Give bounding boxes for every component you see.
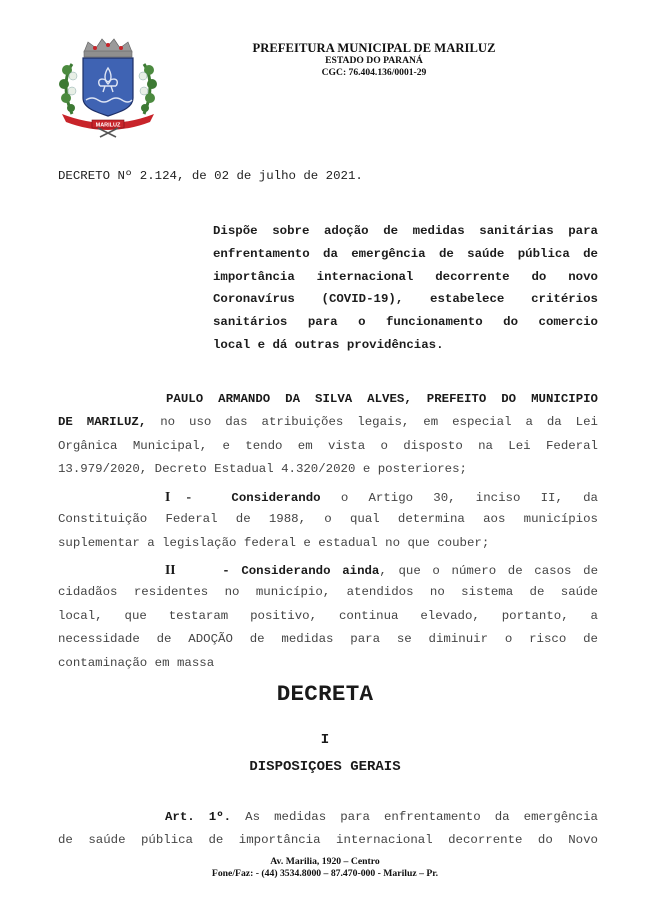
- clause-text: cidadãos residentes no município, atendidos no sistema de saúde: [58, 585, 598, 600]
- footer-address: Av. Marilia, 1920 – Centro: [270, 856, 380, 867]
- state-name: ESTADO DO PARANÁ: [325, 55, 423, 66]
- whereas-clause-1: [58, 485, 598, 555]
- decree-number: DECRETO Nº 2.124, de 02 de julho de 2021.: [58, 169, 363, 183]
- clause-lead: Considerando ainda: [241, 564, 380, 578]
- page-footer: [0, 856, 650, 880]
- preamble-paragraph: [58, 388, 598, 482]
- letterhead: [230, 41, 518, 79]
- decree-summary: [213, 220, 598, 357]
- municipality-name: DE MARILUZ,: [58, 415, 147, 430]
- footer-contact: Fone/Faz: - (44) 3534.8000 – 87.470-000 - Mariluz – Pr.: [211, 868, 439, 879]
- clause-text: local, que testaram positivo, continua elevado, portanto, a: [58, 608, 598, 623]
- summary-line: Coronavírus (COVID-19), estabelece critérios: [213, 292, 598, 307]
- clause-lead: Considerando: [231, 491, 321, 505]
- chapter-title: DISPOSIÇOES GERAIS: [249, 759, 401, 775]
- article-text: de saúde pública de importância internacional decorrente do Novo: [58, 833, 598, 848]
- article-label: Art. 1º.: [165, 810, 232, 824]
- clause-text: o Artigo 30, inciso II, da: [320, 491, 598, 505]
- clause-text: suplementar a legislação federal e estadual no que couber;: [58, 535, 490, 550]
- clause-text: contaminação em massa: [58, 655, 215, 670]
- article-1: [58, 806, 598, 853]
- municipality-title: PREFEITURA MUNICIPAL DE MARILUZ: [252, 41, 496, 55]
- summary-line: Dispõe sobre adoção de medidas sanitárias para: [213, 224, 598, 238]
- decreta-heading: DECRETA: [276, 681, 374, 707]
- preamble-text: no uso das atribuições legais, em especial a da Lei: [146, 415, 598, 430]
- clause-text: Constituição Federal de 1988, o qual determina aos municípios: [58, 512, 598, 527]
- summary-line: enfrentamento da emergência de saúde pública de: [213, 246, 598, 261]
- summary-line: importância internacional decorrente do novo: [213, 269, 598, 284]
- cgc-number: CGC: 76.404.136/0001-29: [321, 67, 427, 78]
- chapter-number: I: [320, 732, 330, 748]
- clause-text: , que o número de casos de: [379, 564, 599, 578]
- article-text: As medidas para enfrentamento da emergência: [231, 810, 598, 824]
- summary-line: sanitários para o funcionamento do comercio: [213, 315, 598, 330]
- clause-text: necessidade de ADOÇÃO de medidas para se diminuir o risco de: [58, 632, 598, 647]
- whereas-clause-2: [58, 558, 598, 675]
- preamble-text: Orgânica Municipal, e tendo em vista o disposto na Lei Federal: [58, 438, 598, 453]
- mayor-name: PAULO ARMANDO DA SILVA ALVES, PREFEITO DO MUNICIPIO: [166, 392, 598, 406]
- crest-ribbon-text: MARILUZ: [95, 122, 121, 129]
- clause-numeral: II: [165, 562, 176, 577]
- municipal-crest-icon: [58, 36, 158, 138]
- summary-line: local e dá outras providências.: [213, 337, 444, 352]
- clause-dash: -: [210, 564, 242, 578]
- preamble-text: 13.979/2020, Decreto Estadual 4.320/2020 e posteriores;: [58, 462, 467, 477]
- clause-numeral: I -: [165, 489, 191, 504]
